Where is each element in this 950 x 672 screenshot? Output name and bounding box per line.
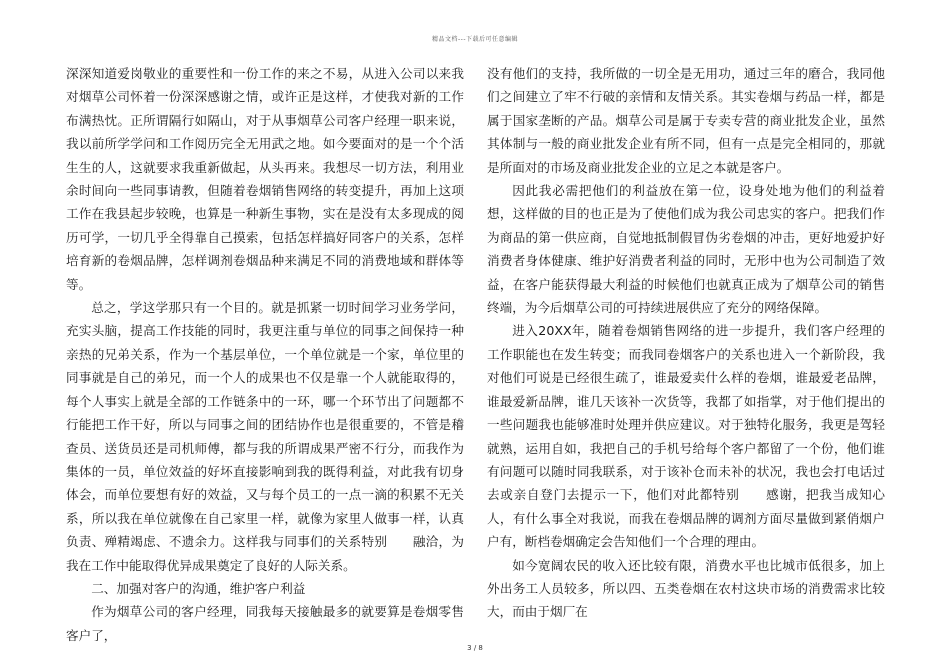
paragraph: 没有他们的支持，我所做的一切全是无用功，通过三年的磨合，我同他们之间建立了牢不行破的亲情和友情关系。其实卷烟与药品一样，都是属于国家垄断的产品。烟草公司是属于专卖专营的商业批发企业，虽然其体制与一般的商业批发企业有所不同，但有一点是完全相同的，那就是所面对的市场及商业批发企业的立足之本就是客户。 bbox=[487, 66, 885, 175]
paragraph: 深深知道爱岗敬业的重要性和一份工作的来之不易，从进入公司以来我对烟草公司怀着一份深深感谢之情，或许正是这样，才使我对新的工作布满热忱。正所谓隔行如隔山，对于从事烟草公司客户经理一职来说，我以前所学学问和工作阅历完全无用武之地。如今要面对的是一个个活生生的人，这就要求我重新做起，从头再来。我想尽一切方法，利用业余时间向一些同事请教，但随着卷烟销售网络的转变提升，再加上这项工作在我县起步较晚，也算是一种新生事物，实在是没有太多现成的阅历可学，一切几乎全得靠自己摸索，包括怎样搞好同客户的关系，怎样培育新的卷烟品牌，怎样调剂卷烟品种来满足不同的消费地域和群体等等。 bbox=[66, 66, 464, 292]
page-number: 3 / 8 bbox=[467, 644, 483, 652]
paragraph: 因此我必需把他们的利益放在第一位，设身处地为他们的利益着想，这样做的目的也正是为了使他们成为我公司忠实的客户。把我们作为商品的第一供应商，自觉地抵制假冒伪劣卷烟的冲击，更好地爱护好消费者身体健康、维护好消费者利益的同时，无形中也为公司制造了效益，在客户能获得最大利益的时候他们也就真正成为了烟草公司的销售终端，为今后烟草公司的可持续进展供应了充分的网络保障。 bbox=[487, 183, 885, 316]
paragraph: 进入20XX年，随着卷烟销售网络的进一步提升，我们客户经理的工作职能也在发生转变；而我同卷烟客户的关系也进入一个新阶段，我对他们可说是已经很生疏了，谁最爱卖什么样的卷烟，谁最爱老品牌，谁最爱新品牌，谁几天该补一次货等，我都了如指掌，对于他们提出的一些问题我也能够准时处理并供应建议。对于独特化服务，我更是驾轻就熟，运用自如，我把自己的手机号给每个客户都留了一个份，他们谁有问题可以随时同我联系，对于该补仓而未补的状况，我也会打电话过去或亲自登门去提示一下，他们对此都特别 感谢，把我当成知心人，有什么事全对我说，而我在卷烟品牌的调剂方面尽量做到紧俏烟户户有，断档卷烟确定会告知他们一个合理的理由。 bbox=[487, 323, 885, 550]
paragraph: 总之，学这学那只有一个目的。就是抓紧一切时间学习业务学问，充实头脑，提高工作技能的同时，我更注重与单位的同事之间保持一种亲热的兄弟关系，作为一个基层单位，一个单位就是一个家，单位里的同事就是自己的弟兄，而一个人的成果也不仅是靠一个人就能取得的，每个人事实上就是全部的工作链条中的一环，哪一个环节出了问题都不行能把工作干好，所以与同事之间的团结协作也是很重要的，不管是稽查员、送货员还是司机师傅，都与我的所谓成果严密不行分，而我作为集体的一员，单位效益的好坏直接影响到我的既得利益，对此我有切身体会，而单位要想有好的效益，又与每个员工的一点一滴的积累不无关系，所以我在单位就像在自己家里一样，就像为家里人做事一样，认真负责、殚精竭虑、不遗余力。这样我与同事们的关系特别 融洽，为我在工作中能取得优异成果奠定了良好的人际关系。 bbox=[66, 300, 464, 573]
left-column bbox=[66, 62, 464, 647]
section-heading: 二、加强对客户的沟通，维护客户利益 bbox=[91, 580, 306, 596]
page-header: 精品文档---下载后可任意编辑 bbox=[432, 36, 518, 43]
paragraph: 作为烟草公司的客户经理，同我每天接触最多的就要算是卷烟零售客户了， bbox=[66, 604, 464, 643]
right-column bbox=[487, 62, 885, 624]
paragraph: 如今宽阔农民的收入还比较有限，消费水平也比城市低很多，加上外出务工人员较多，所以四、五类卷烟在农村这块市场的消费需求比较大，而由于烟厂在 bbox=[487, 557, 885, 620]
